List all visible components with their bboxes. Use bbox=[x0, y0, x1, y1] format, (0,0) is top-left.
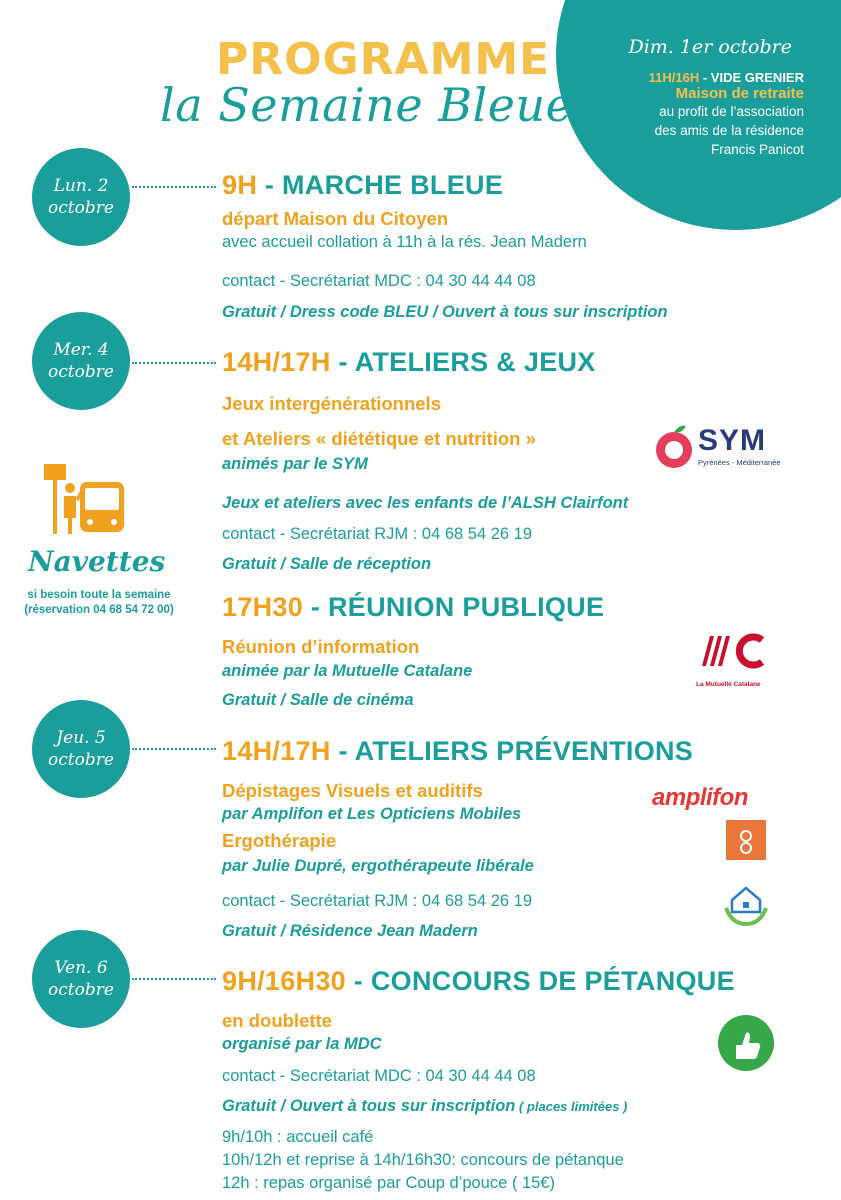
event-name: - CONCOURS DE PÉTANQUE bbox=[345, 966, 735, 996]
sym-logo-text: SYM bbox=[698, 424, 767, 457]
mc-logo-sub: La Mutuelle Catalane bbox=[696, 681, 761, 688]
event-name: - MARCHE BLEUE bbox=[257, 170, 504, 200]
day-label: Mer. 4 bbox=[53, 340, 109, 360]
day-label: Lun. 2 bbox=[53, 176, 109, 196]
event-contact: contact - Secrétariat RJM : 04 68 54 26 19 bbox=[222, 892, 532, 910]
event-detail: Jeux et ateliers avec les enfants de l’ALSH Clairfont bbox=[222, 494, 629, 512]
banner-desc-3: Francis Panicot bbox=[710, 142, 804, 157]
schedule-item: 10h/12h et reprise à 14h/16h30: concours de pétanque bbox=[222, 1151, 624, 1169]
programme-title: PROGRAMME bbox=[216, 34, 551, 85]
banner-date: Dim. 1er octobre bbox=[628, 36, 792, 58]
event-animator: par Amplifon et Les Opticiens Mobiles bbox=[222, 805, 522, 823]
event-subtitle: Réunion d’information bbox=[222, 636, 420, 657]
event-contact: contact - Secrétariat RJM : 04 68 54 26 19 bbox=[222, 525, 532, 543]
event-title-marche bbox=[222, 170, 503, 201]
coup-de-pouce-logo bbox=[718, 1015, 774, 1071]
event-contact: contact - Secrétariat MDC : 04 30 44 44 08 bbox=[222, 1067, 536, 1085]
event-time: 17H30 bbox=[222, 592, 304, 622]
event-contact: contact - Secrétariat MDC : 04 30 44 44 08 bbox=[222, 272, 536, 290]
event-note: Gratuit / Salle de cinéma bbox=[222, 691, 414, 709]
day-label: Jeu. 5 bbox=[56, 728, 106, 748]
event-time: 9H bbox=[222, 170, 258, 200]
event-title-reunion bbox=[222, 592, 604, 623]
date-banner bbox=[590, 36, 804, 159]
event-title-petanque bbox=[222, 966, 735, 997]
event-animator: animés par le SYM bbox=[222, 455, 368, 473]
banner-event bbox=[590, 70, 804, 85]
day-circle-jeu bbox=[32, 700, 130, 798]
event-time: 14H/17H bbox=[222, 347, 331, 377]
event-animator: par Julie Dupré, ergothérapeute libérale bbox=[222, 857, 534, 875]
dotted-connector bbox=[132, 748, 216, 750]
dotted-connector bbox=[132, 186, 216, 188]
day-label: Ven. 6 bbox=[54, 958, 108, 978]
dotted-connector bbox=[132, 978, 216, 980]
day-month: octobre bbox=[48, 198, 114, 218]
event-subtitle: Dépistages Visuels et auditifs bbox=[222, 780, 483, 801]
schedule-item: 9h/10h : accueil café bbox=[222, 1128, 374, 1146]
sym-logo-sub: Pyrénées - Méditerranée bbox=[698, 458, 781, 467]
sym-logo bbox=[654, 420, 781, 476]
mc-mark-icon bbox=[696, 630, 768, 672]
thumbs-up-icon bbox=[718, 1015, 774, 1071]
event-animator: animée par la Mutuelle Catalane bbox=[222, 662, 473, 680]
banner-desc-2: des amis de la résidence bbox=[654, 123, 804, 138]
banner-event-name: - VIDE GRENIER bbox=[699, 70, 804, 85]
event-note: Gratuit / Dress code BLEU / Ouvert à tous sur inscription bbox=[222, 303, 668, 321]
apple-icon bbox=[654, 422, 694, 470]
event-subtitle: et Ateliers « diététique et nutrition » bbox=[222, 428, 536, 449]
day-circle-mer bbox=[32, 312, 130, 410]
event-time: 9H/16H30 bbox=[222, 966, 346, 996]
event-note bbox=[222, 1097, 627, 1116]
banner-desc-1: au profit de l’association bbox=[659, 104, 804, 119]
event-subtitle: départ Maison du Citoyen bbox=[222, 208, 449, 229]
event-note: Gratuit / Salle de réception bbox=[222, 555, 432, 573]
opticiens-logo bbox=[726, 820, 766, 860]
schedule-item: 12h : repas organisé par Coup d’pouce ( 15€) bbox=[222, 1174, 555, 1192]
event-detail: avec accueil collation à 11h à la rés. Jean Madern bbox=[222, 233, 587, 251]
navettes-info bbox=[4, 588, 194, 618]
banner-place: Maison de retraite bbox=[675, 85, 804, 102]
event-note: Gratuit / Résidence Jean Madern bbox=[222, 922, 478, 940]
day-month: octobre bbox=[48, 362, 114, 382]
amplifon-logo: amplifon bbox=[652, 784, 748, 811]
event-note-text: Gratuit / Ouvert à tous sur inscription bbox=[222, 1097, 516, 1115]
event-name: - ATELIERS PRÉVENTIONS bbox=[330, 736, 694, 766]
navettes-line1: si besoin toute la semaine bbox=[27, 589, 171, 601]
mutuelle-catalane-logo bbox=[696, 630, 768, 690]
event-title-ateliers bbox=[222, 347, 596, 378]
day-circle-ven bbox=[32, 930, 130, 1028]
semaine-bleue-title: la Semaine Bleue bbox=[160, 78, 574, 132]
event-animator: organisé par la MDC bbox=[222, 1035, 382, 1053]
event-note-small: ( places limitées ) bbox=[515, 1099, 628, 1114]
event-title-preventions bbox=[222, 736, 693, 767]
event-time: 14H/17H bbox=[222, 736, 331, 766]
house-hands-icon bbox=[722, 878, 770, 928]
event-name: - ATELIERS & JEUX bbox=[330, 347, 596, 377]
dotted-connector bbox=[132, 362, 216, 364]
day-month: octobre bbox=[48, 750, 114, 770]
glasses-icon bbox=[726, 820, 766, 860]
event-subtitle: Ergothérapie bbox=[222, 830, 337, 851]
bus-stop-icon bbox=[40, 462, 130, 536]
event-subtitle: Jeux intergénérationnels bbox=[222, 393, 441, 414]
navettes-line2: (réservation 04 68 54 72 00) bbox=[24, 604, 174, 616]
navettes-title: Navettes bbox=[28, 545, 166, 578]
day-circle-lun bbox=[32, 148, 130, 246]
event-subtitle: en doublette bbox=[222, 1010, 332, 1031]
day-month: octobre bbox=[48, 980, 114, 1000]
banner-time: 11H/16H bbox=[648, 70, 700, 85]
event-name: - RÉUNION PUBLIQUE bbox=[303, 592, 605, 622]
